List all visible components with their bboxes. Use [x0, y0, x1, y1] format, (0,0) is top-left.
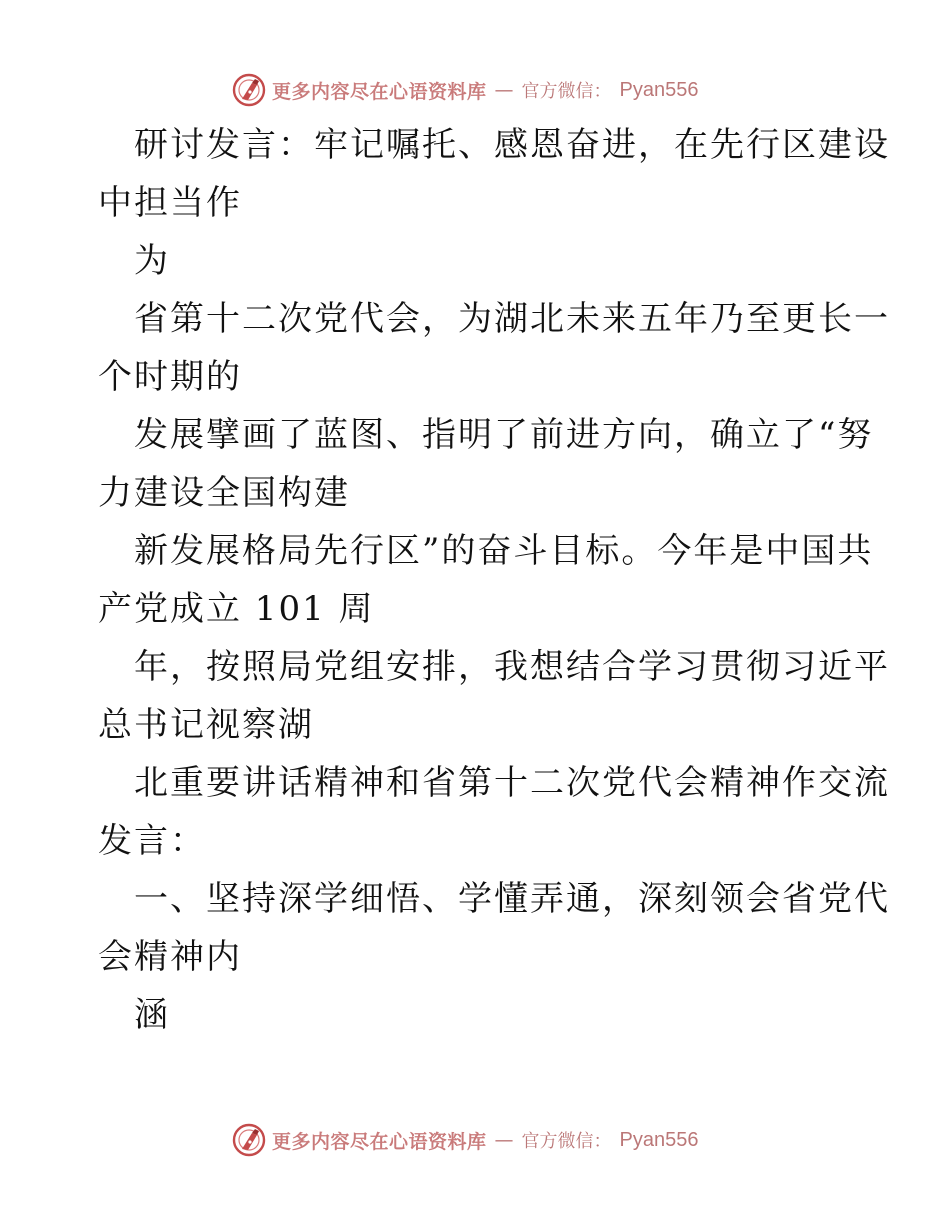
banner-separator: — [494, 1129, 514, 1151]
banner-text: 更多内容尽在心语资料库 [272, 80, 487, 103]
pen-nib-logo-icon [232, 73, 266, 107]
text-line-6: 发展擘画了蓝图、指明了前进方向，确立了“努 [134, 415, 874, 455]
banner-text: 更多内容尽在心语资料库 [272, 1130, 487, 1153]
text-line-1: 研讨发言：牢记嘱托、感恩奋进，在先行区建设 [134, 125, 890, 165]
banner-account: Pyan556 [619, 1128, 699, 1151]
text-line-9: 产党成立 101 周 [98, 589, 375, 629]
footer-banner [232, 1122, 698, 1158]
header-banner [232, 72, 698, 108]
banner-separator: — [494, 79, 514, 101]
text-line-14: 一、坚持深学细悟、学懂弄通，深刻领会省党代 [134, 879, 890, 919]
text-line-13: 发言： [98, 821, 206, 861]
text-line-5: 个时期的 [98, 357, 242, 397]
banner-account: Pyan556 [619, 78, 699, 101]
document-body [98, 116, 890, 1044]
banner-wechat-label: 官方微信： [521, 81, 612, 102]
text-line-2: 中担当作 [98, 183, 242, 223]
text-line-4: 省第十二次党代会，为湖北未来五年乃至更长一 [134, 299, 890, 339]
banner-wechat-label: 官方微信： [521, 1131, 612, 1152]
text-line-7: 力建设全国构建 [98, 473, 350, 513]
text-line-8: 新发展格局先行区”的奋斗目标。今年是中国共 [134, 531, 874, 571]
text-line-12: 北重要讲话精神和省第十二次党代会精神作交流 [134, 763, 890, 803]
pen-nib-logo-icon [232, 1123, 266, 1157]
text-line-15: 会精神内 [98, 937, 242, 977]
text-line-11: 总书记视察湖 [98, 705, 314, 745]
text-line-10: 年，按照局党组安排，我想结合学习贯彻习近平 [134, 647, 890, 687]
text-line-3: 为 [134, 241, 170, 281]
text-line-16: 涵 [134, 995, 170, 1035]
